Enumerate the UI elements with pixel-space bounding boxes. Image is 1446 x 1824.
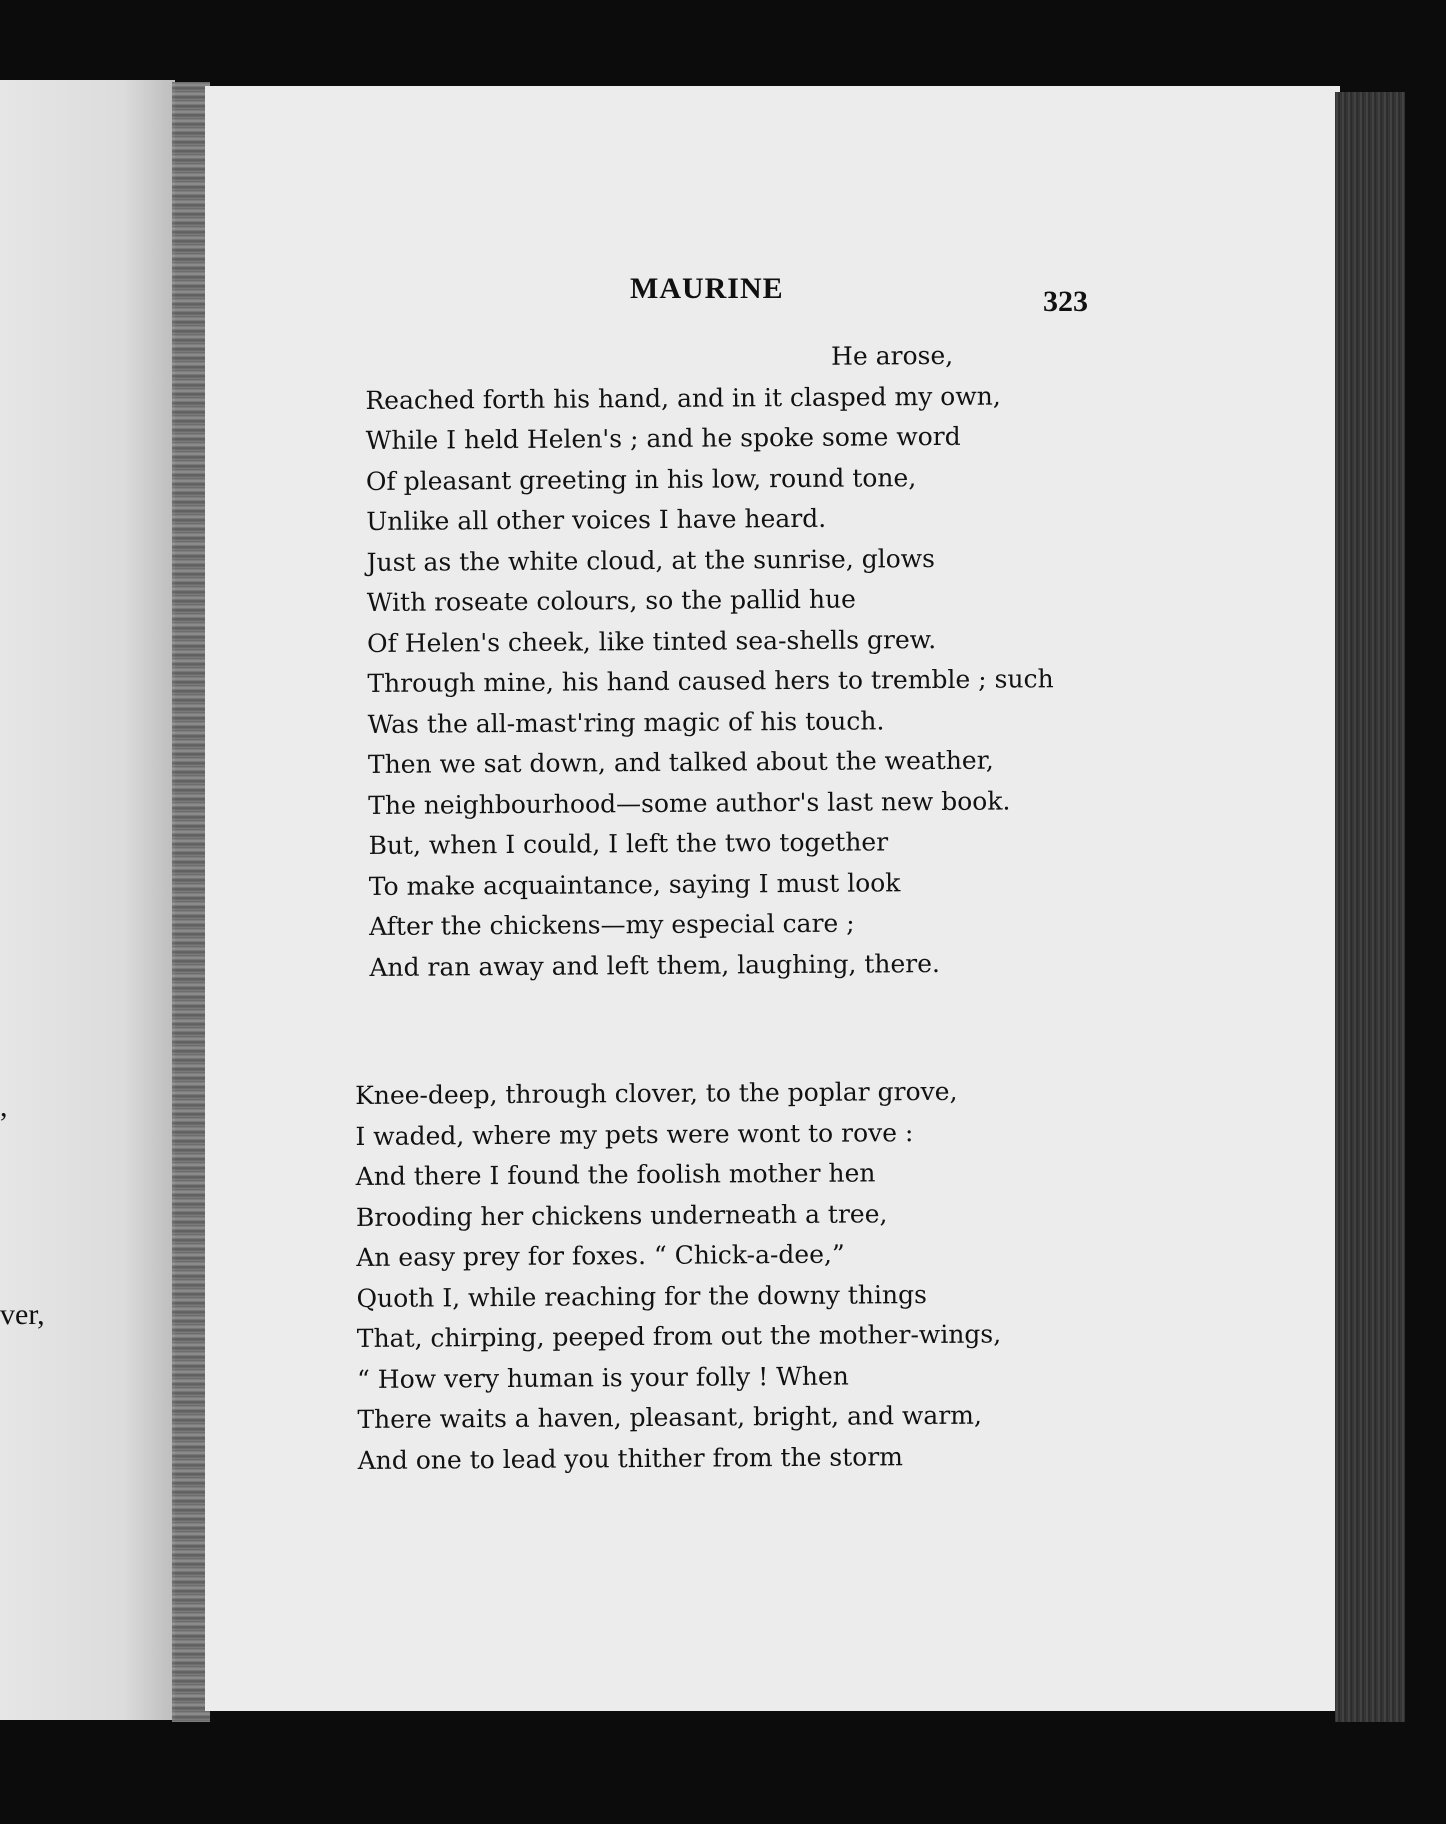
verse-line: There waits a haven, pleasant, bright, and warm,	[357, 1400, 982, 1434]
verse-line: Through mine, his hand caused hers to tremble ; such	[367, 664, 1054, 698]
running-head: MAURINE	[630, 272, 784, 305]
verse-line: After the chickens—my especial care ;	[368, 908, 855, 941]
verse-line: And ran away and left them, laughing, there.	[369, 948, 941, 982]
verse-line: Reached forth his hand, and in it clasped my own,	[365, 381, 1001, 415]
verse-line: Then we sat down, and talked about the weather,	[367, 745, 994, 779]
left-page-fragment: ver,	[0, 1298, 45, 1331]
stanza	[355, 1072, 1002, 1481]
verse-line: Of Helen's cheek, like tinted sea-shells grew.	[367, 624, 937, 658]
verse-line: That, chirping, peeped from out the mother-wings,	[356, 1319, 1002, 1353]
verse-line: I waded, where my pets were wont to rove :	[355, 1117, 914, 1151]
page-edges	[1335, 92, 1405, 1722]
verse-line: Knee-deep, through clover, to the poplar grove,	[355, 1076, 958, 1110]
stanza	[365, 335, 1056, 988]
verse-line: And one to lead you thither from the storm	[357, 1441, 904, 1475]
verse-line: But, when I could, I left the two together	[368, 827, 889, 860]
verse-line: He arose,	[831, 340, 954, 371]
verse-line: Unlike all other voices I have heard.	[366, 503, 827, 536]
verse-line: While I held Helen's ; and he spoke some word	[365, 421, 961, 455]
page-number: 323	[1043, 285, 1088, 318]
verse-line: The neighbourhood—some author's last new book.	[368, 786, 1011, 820]
left-page-fragment: ,	[0, 1090, 8, 1123]
verse-line: Of pleasant greeting in his low, round tone,	[365, 462, 917, 496]
verse-line: “ How very human is your folly ! When	[357, 1361, 849, 1394]
verse-line: Was the all-mast'ring magic of his touch.	[367, 705, 885, 739]
verse-line: Brooding her chickens underneath a tree,	[355, 1198, 888, 1232]
verse-line: An easy prey for foxes. “ Chick-a-dee,”	[356, 1239, 845, 1272]
verse-line: To make acquaintance, saying I must look	[368, 867, 901, 901]
left-facing-page	[0, 80, 175, 1720]
verse-line: And there I found the foolish mother hen	[355, 1158, 876, 1191]
verse-line: With roseate colours, so the pallid hue	[366, 584, 857, 617]
verse-line: Just as the white cloud, at the sunrise, glows	[366, 543, 936, 577]
verse-line: Quoth I, while reaching for the downy things	[356, 1279, 927, 1313]
